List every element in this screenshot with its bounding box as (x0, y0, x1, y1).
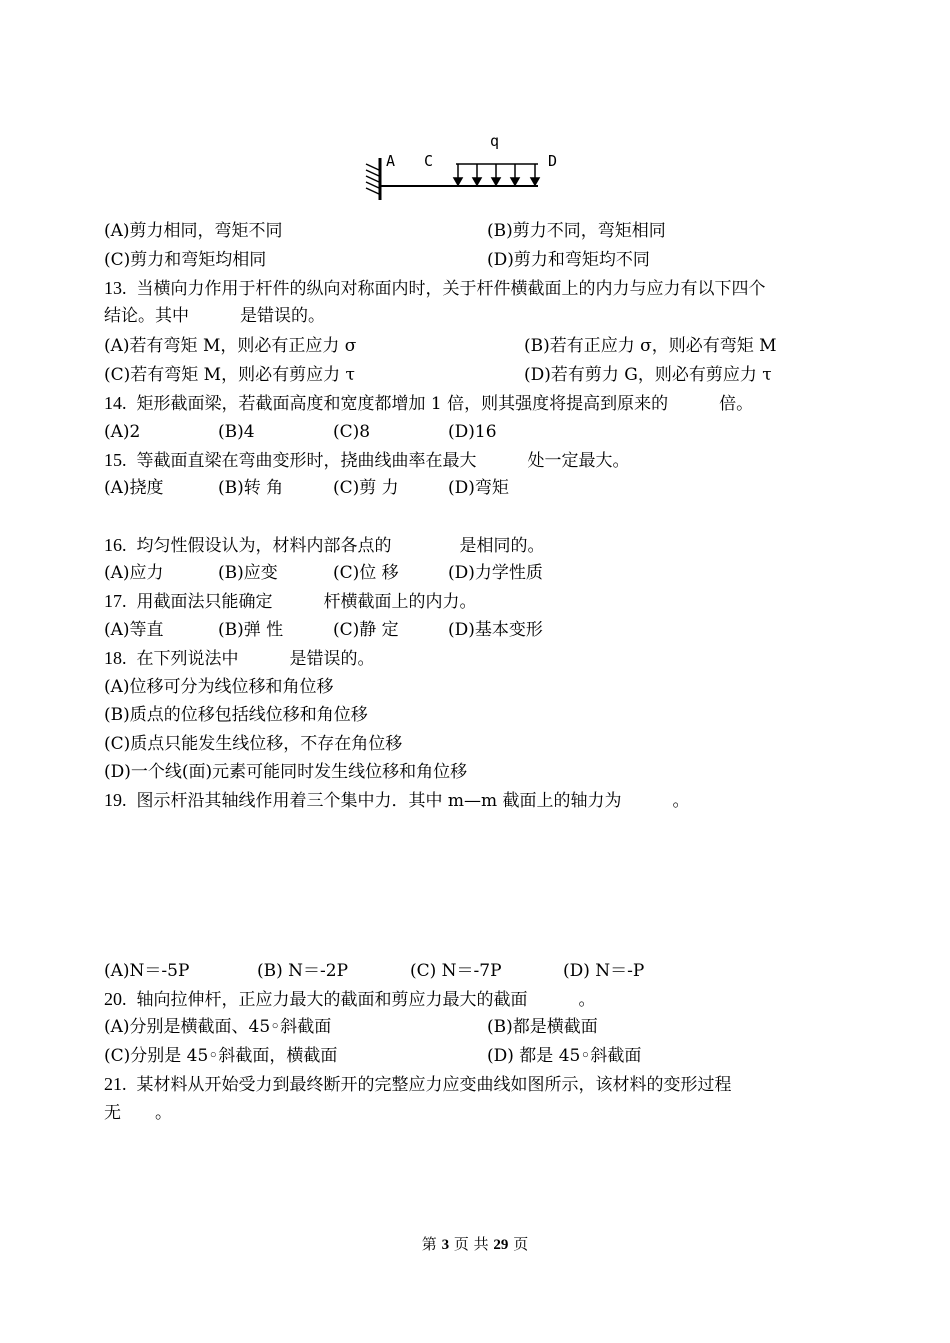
q13-option-d: (D)若有剪力 G，则必有剪应力 τ (524, 365, 772, 385)
q21-text2: 无 。 (104, 1103, 172, 1123)
q14-option-c: (C)8 (333, 422, 371, 442)
q21-text1: 某材料从开始受力到最终断开的完整应力应变曲线如图所示，该材料的变形过程 (136, 1075, 732, 1095)
q16-option-d: (D)力学性质 (448, 563, 543, 583)
q17-option-a: (A)等直 (104, 620, 164, 640)
q14-option-d: (D)16 (448, 422, 497, 442)
q19-option-a: (A)N＝-5P (104, 961, 190, 981)
q12-option-a: (A)剪力相同，弯矩不同 (104, 221, 283, 241)
q15-number: 15. (104, 450, 127, 470)
q19-option-b: (B) N＝-2P (257, 961, 349, 981)
label-D: D (548, 152, 558, 170)
q19-text: 图示杆沿其轴线作用着三个集中力．其中 m—m 截面上的轴力为 。 (136, 791, 690, 811)
q13-option-c: (C)若有弯矩 M，则必有剪应力 τ (104, 365, 355, 385)
q20-text: 轴向拉伸杆，正应力最大的截面和剪应力最大的截面 。 (136, 990, 596, 1010)
q21-stem-line1 (104, 1073, 732, 1096)
footer-prefix: 第 (421, 1235, 437, 1253)
wall-hatch (366, 164, 379, 194)
q18-option-a: (A)位移可分为线位移和角位移 (104, 677, 334, 697)
q15-option-d: (D)弯矩 (448, 478, 509, 498)
q12-option-c: (C)剪力和弯矩均相同 (104, 250, 267, 270)
q17-option-b: (B)弹 性 (218, 620, 284, 640)
q15-stem (104, 449, 630, 472)
q13-text1: 当横向力作用于杆件的纵向对称面内时，关于杆件横截面上的内力与应力有以下四个 (136, 279, 766, 299)
q16-stem (104, 534, 545, 557)
distributed-load-arrows (454, 164, 539, 185)
q19-option-c: (C) N＝-7P (410, 961, 502, 981)
q12-option-d: (D)剪力和弯矩均不同 (487, 250, 650, 270)
q19-stem (104, 789, 690, 812)
footer-mid: 页 共 (453, 1235, 489, 1253)
q14-option-b: (B)4 (218, 422, 255, 442)
q13-option-a: (A)若有弯矩 M，则必有正应力 σ (104, 336, 357, 356)
q16-option-b: (B)应变 (218, 563, 278, 583)
footer-suffix: 页 (513, 1235, 529, 1253)
q15-option-a: (A)挠度 (104, 478, 164, 498)
q15-text: 等截面直梁在弯曲变形时，挠曲线曲率在最大 处一定最大。 (136, 451, 630, 471)
q13-number: 13. (104, 278, 127, 298)
q15-option-c: (C)剪 力 (333, 478, 399, 498)
q14-option-a: (A)2 (104, 422, 141, 442)
q20-option-b: (B)都是横截面 (487, 1017, 598, 1037)
q17-text: 用截面法只能确定 杆横截面上的内力。 (136, 592, 477, 612)
q17-option-d: (D)基本变形 (448, 620, 543, 640)
q12-option-b: (B)剪力不同，弯矩相同 (487, 221, 666, 241)
label-C: C (424, 152, 434, 170)
q14-stem (104, 392, 753, 415)
q14-number: 14. (104, 393, 127, 413)
label-A: A (386, 152, 396, 170)
q18-option-b: (B)质点的位移包括线位移和角位移 (104, 705, 368, 725)
q14-text: 矩形截面梁，若截面高度和宽度都增加 1 倍，则其强度将提高到原来的 倍。 (136, 394, 754, 414)
cantilever-beam-figure (360, 128, 580, 204)
q17-number: 17. (104, 591, 127, 611)
q15-option-b: (B)转 角 (218, 478, 284, 498)
q13-text2: 结论。其中 是错误的。 (104, 306, 325, 326)
q21-number: 21. (104, 1074, 127, 1094)
label-q: q (490, 132, 500, 150)
q13-option-b: (B)若有正应力 σ，则必有弯矩 M (524, 336, 777, 356)
q18-option-c: (C)质点只能发生线位移，不存在角位移 (104, 734, 403, 754)
q17-stem (104, 590, 477, 613)
footer-total-pages: 29 (493, 1237, 509, 1253)
q20-option-d: (D) 都是 45◦斜截面 (487, 1046, 642, 1066)
q19-option-d: (D) N＝-P (563, 961, 645, 981)
q20-option-c: (C)分别是 45◦斜截面，横截面 (104, 1046, 338, 1066)
q16-option-c: (C)位 移 (333, 563, 399, 583)
q18-text: 在下列说法中 是错误的。 (136, 649, 375, 669)
q20-number: 20. (104, 989, 127, 1009)
footer-page-number: 3 (441, 1237, 450, 1253)
q20-option-a: (A)分别是横截面、45◦斜截面 (104, 1017, 332, 1037)
q17-option-c: (C)静 定 (333, 620, 399, 640)
q16-number: 16. (104, 535, 127, 555)
q19-number: 19. (104, 790, 127, 810)
q16-option-a: (A)应力 (104, 563, 164, 583)
q18-option-d: (D)一个线(面)元素可能同时发生线位移和角位移 (104, 762, 468, 782)
q18-stem (104, 647, 375, 670)
page-footer (0, 1233, 950, 1254)
q20-stem (104, 988, 596, 1011)
q16-text: 均匀性假设认为，材料内部各点的 是相同的。 (136, 536, 545, 556)
q18-number: 18. (104, 648, 127, 668)
q13-stem-line1 (104, 277, 766, 300)
